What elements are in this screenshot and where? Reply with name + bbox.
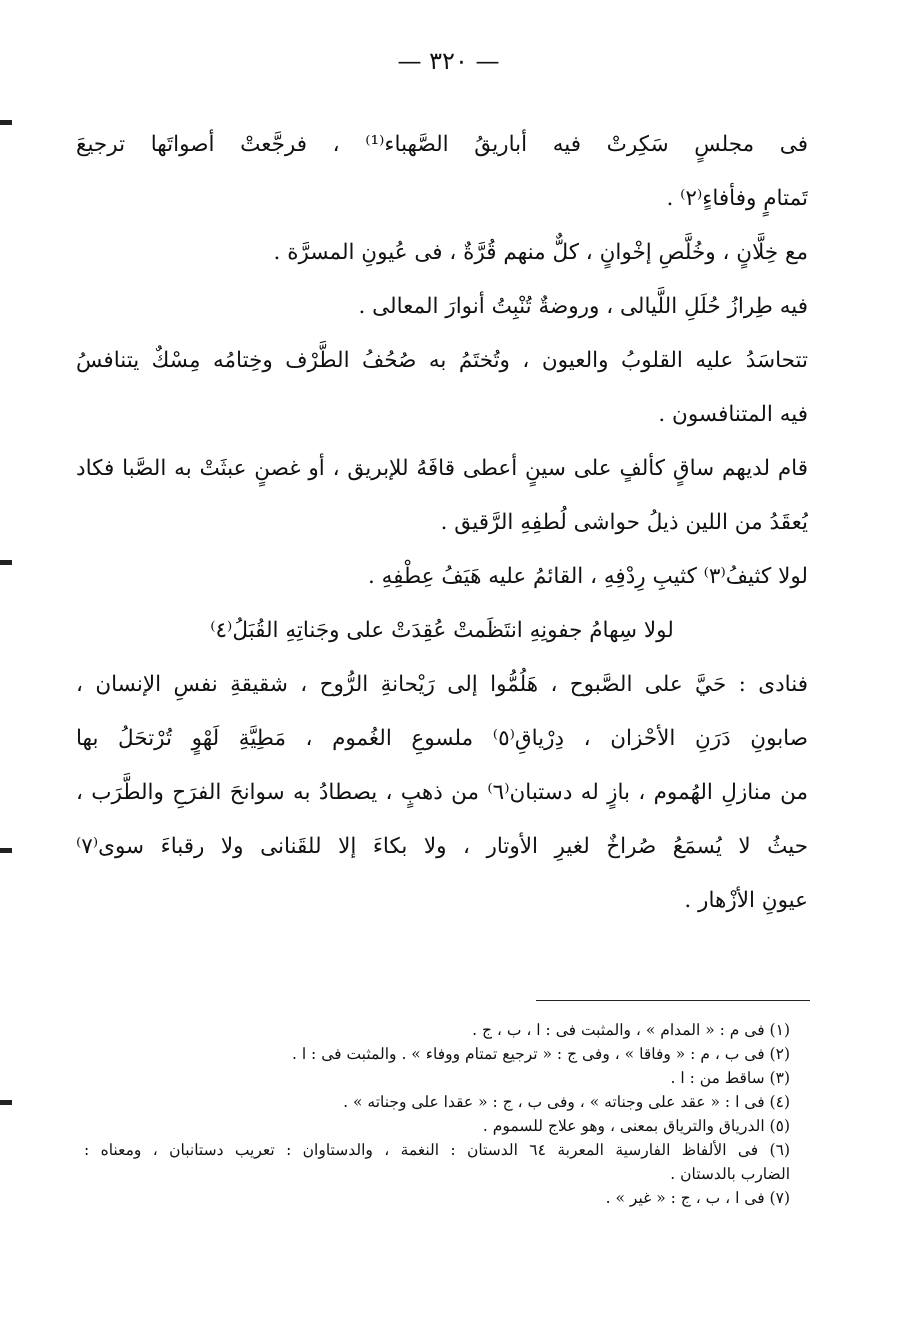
main-text [76, 118, 808, 928]
body-line: حيثُ لا يُسمَعُ صُراخٌ لغيرِ الأوتار ، ولا بكاءَ إلا للقَنانى ولا رقباءَ سوى⁽٧⁾ [76, 834, 808, 859]
body-line: فيه طِرازُ حُلَلِ اللَّيالى ، وروضةٌ تُنْبِتُ أنوارَ المعالى . [358, 294, 808, 319]
footnote-line: (١) فى م : « المدام » ، والمثبت فى : ا ، ب ، ج . [472, 1021, 790, 1039]
body-line: عيونِ الأزْهار . [684, 888, 808, 913]
body-line: قام لديهم ساقٍ كألفٍ على سينٍ أعطى قافَهُ للإبريق ، أو غصنٍ عبثَتْ به الصَّبا فكاد [76, 456, 808, 481]
footnote-line: (٣) ساقط من : ا . [670, 1069, 790, 1087]
verse-line: لولا كثيفُ⁽٣⁾ كثيبِ رِدْفِهِ ، القائمُ عليه هَيَفُ عِطْفِهِ . [367, 564, 808, 589]
body-line: فيه المتنافسون . [658, 402, 808, 427]
margin-mark [0, 1100, 12, 1105]
footnote-line: (٤) فى ا : « عقد على وجناته » ، وفى ب ، ج : « عقدا على وجناته » . [343, 1093, 790, 1111]
footnotes [84, 1018, 790, 1210]
body-line: من منازلِ الهُموم ، بازٍ له دستبان⁽٦⁾ من ذهبٍ ، يصطادُ به سوانحَ الفرَحِ والطَّرَب ، [76, 780, 808, 805]
body-line: فنادى : حَيَّ على الصَّبوح ، هَلُمُّوا إلى رَيْحانةِ الرُّوح ، شقيقةِ نفسِ الإنسان ، [76, 672, 808, 697]
body-line: يُعقَدُ من اللين ذيلُ حواشى لُطفِهِ الرَّقيق . [440, 510, 808, 535]
body-line: تتحاسَدُ عليه القلوبُ والعيون ، وتُختَمُ به صُحُفُ الطَّرْف وخِتامُه مِسْكٌ يتنافسُ [76, 348, 808, 373]
body-line: فى مجلسٍ سَكِرتْ فيه أباريقُ الصَّهباء⁽¹⁾ ، فرجَّعتْ أصواتَها ترجيعَ [76, 132, 808, 157]
body-line: مع خِلَّانٍ ، وخُلَّصِ إخْوانٍ ، كلٌّ منهم قُرَّةٌ ، فى عُيونِ المسرَّة . [273, 240, 808, 265]
verse-line: لولا سِهامُ جفونِهِ انتَظَمتْ عُقِدَتْ على وجَناتِهِ القُبَلُ⁽٤⁾ [210, 618, 674, 643]
footnote-line: (٥) الدرياق والترياق بمعنى ، وهو علاج للسموم . [482, 1117, 790, 1135]
body-line: صابونِ دَرَنِ الأحْزان ، دِرْياقِ⁽٥⁾ ملسوعِ الغُموم ، مَطِيَّةِ لَهْوٍ تُرْتحَلُ بها [76, 726, 808, 751]
footnote-line: الضارب بالدستان . [670, 1165, 790, 1183]
margin-mark [0, 848, 12, 853]
page-number: — ٣٢٠ — [397, 47, 500, 75]
footnote-line: (٧) فى ا ، ب ، ج : « غير » . [605, 1189, 790, 1207]
margin-mark [0, 120, 12, 125]
margin-mark [0, 560, 12, 565]
footnote-line: (٢) فى ب ، م : « وفاقا » ، وفى ج : « ترجيع تمتام ووفاء » . والمثبت فى : ا . [291, 1045, 790, 1063]
footnote-line: (٦) فى الألفاظ الفارسية المعربة ٦٤ الدستان : النغمة ، والدستاوان : تعريب دستانبان ، ومعناه : [84, 1141, 790, 1159]
body-line: تَمتامٍ وفأفاءٍ⁽٢⁾ . [666, 186, 808, 211]
footnote-divider [536, 1000, 810, 1001]
